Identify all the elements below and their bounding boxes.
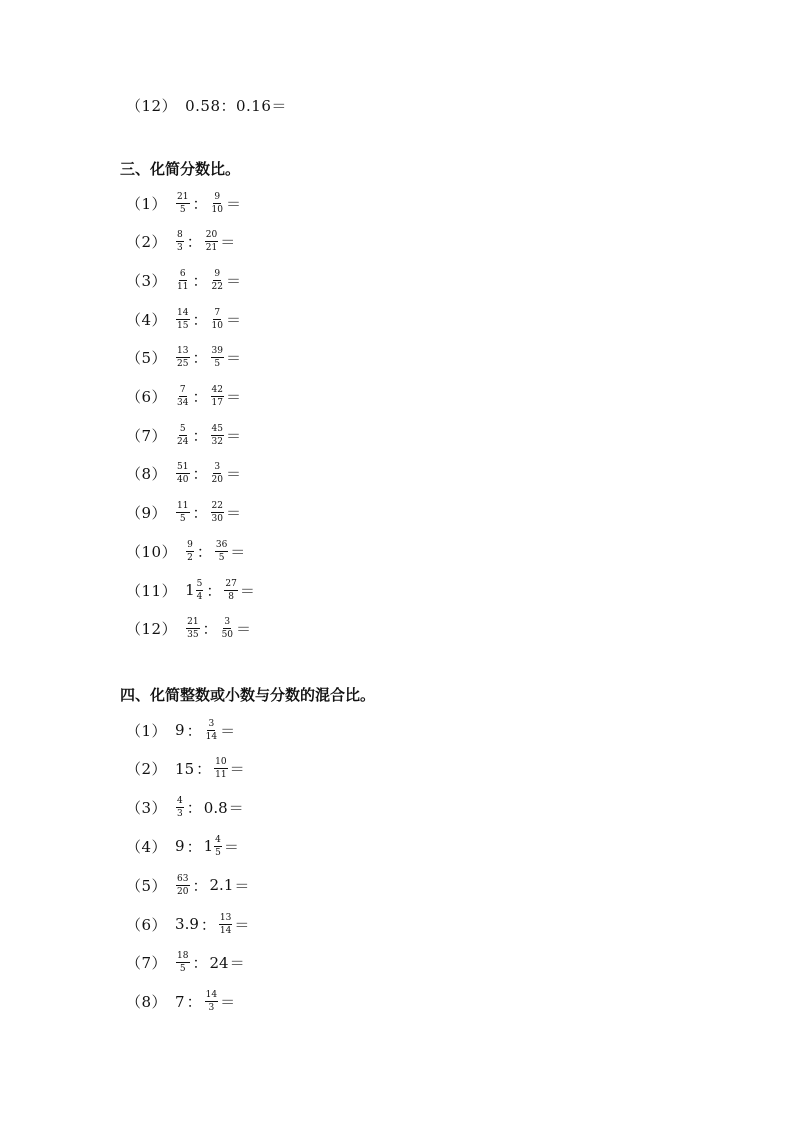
ratio-term <box>175 269 190 292</box>
equals-symbol: ＝ <box>220 721 236 740</box>
ratio-term <box>175 721 185 739</box>
ratio-term <box>175 837 185 855</box>
item-number: （7） <box>126 426 168 445</box>
numerator: 51 <box>177 462 189 473</box>
equals-symbol: ＝ <box>225 271 241 290</box>
fraction <box>211 424 224 447</box>
ratio-number: 3.9 <box>175 915 199 933</box>
colon-symbol: ： <box>192 954 208 973</box>
numerator: 7 <box>179 385 186 395</box>
ratio-term <box>210 269 225 292</box>
numerator: 5 <box>179 423 186 434</box>
denominator: 5 <box>179 204 186 215</box>
fraction <box>176 424 189 447</box>
ratio-number: 15 <box>175 759 195 778</box>
denominator: 40 <box>177 475 189 486</box>
item-number: （6） <box>126 915 168 934</box>
fraction <box>176 308 189 331</box>
equals-symbol: ＝ <box>225 426 241 445</box>
equals-symbol: ＝ <box>234 876 250 895</box>
denominator: 5 <box>214 359 221 370</box>
item-number: （7） <box>126 954 168 973</box>
item-number: （6） <box>126 388 168 406</box>
ratio-number: 24 <box>209 953 229 972</box>
item-number: （2） <box>126 760 168 779</box>
numerator: 45 <box>211 423 223 434</box>
ratio-term <box>210 954 229 972</box>
numerator: 5 <box>196 578 203 589</box>
ratio-term <box>175 993 185 1011</box>
numerator: 21 <box>187 617 199 628</box>
numerator: 22 <box>211 501 223 512</box>
item-number: （4） <box>126 837 168 856</box>
denominator: 15 <box>177 320 189 331</box>
equals-symbol: ＝ <box>230 542 246 561</box>
item-number: （4） <box>126 310 168 329</box>
item-number: （8） <box>126 465 168 484</box>
exercise-item <box>126 578 255 602</box>
equals-symbol: ＝ <box>234 915 250 934</box>
ratio-term <box>175 462 190 485</box>
numerator: 13 <box>219 912 232 923</box>
item-number: （3） <box>126 799 168 818</box>
numerator: 8 <box>177 230 183 241</box>
numerator: 3 <box>224 617 231 628</box>
exercise-item <box>126 912 249 936</box>
numerator: 14 <box>177 307 189 318</box>
exercise-item <box>126 873 249 897</box>
fraction <box>211 192 224 215</box>
fraction <box>176 462 189 485</box>
ratio-term <box>175 501 190 524</box>
colon-symbol: ： <box>186 233 202 252</box>
denominator: 10 <box>211 204 223 215</box>
equals-symbol: ＝ <box>220 993 236 1012</box>
exercise-item <box>126 757 245 781</box>
equals-symbol: ＝ <box>239 581 255 600</box>
fraction <box>205 230 218 253</box>
fraction <box>176 269 189 292</box>
denominator: 2 <box>187 552 193 563</box>
numerator: 9 <box>214 191 221 202</box>
denominator: 3 <box>177 243 183 254</box>
colon-symbol: ： <box>206 581 222 600</box>
equals-symbol: ＝ <box>225 194 241 213</box>
denominator: 5 <box>215 847 221 858</box>
fraction <box>214 835 222 858</box>
exercise-item <box>126 718 235 742</box>
equals-symbol: ＝ <box>228 799 244 818</box>
fraction <box>176 385 189 408</box>
ratio-term <box>204 835 223 858</box>
ratio-term <box>204 990 219 1013</box>
numerator: 63 <box>177 873 189 884</box>
exercise-item <box>126 423 241 447</box>
denominator: 35 <box>187 630 199 641</box>
item-number: （1） <box>126 721 168 740</box>
colon-symbol: ： <box>196 760 212 779</box>
item-number: （12） <box>126 96 178 115</box>
section-4-title: 四、化简整数或小数与分数的混合比。 <box>120 686 376 704</box>
colon-symbol: ： <box>192 194 208 213</box>
ratio-number: 0.8 <box>203 798 228 817</box>
numerator: 9 <box>187 539 193 550</box>
denominator: 11 <box>177 281 189 292</box>
colon-symbol: ： <box>192 388 208 406</box>
mixed-whole: 1 <box>185 581 195 599</box>
ratio-term <box>210 462 225 485</box>
colon-symbol: ： <box>186 721 202 740</box>
denominator: 3 <box>208 1003 215 1014</box>
numerator: 27 <box>225 578 237 589</box>
fraction <box>176 796 184 819</box>
ratio-term <box>204 719 219 742</box>
ratio-term <box>204 799 228 817</box>
ratio-term <box>175 385 190 408</box>
colon-symbol: ： <box>192 465 208 484</box>
denominator: 3 <box>177 809 183 820</box>
ratio-term <box>210 385 225 408</box>
exercise-item <box>126 834 239 858</box>
equals-symbol: ＝ <box>225 504 241 523</box>
numerator: 9 <box>214 268 221 279</box>
colon-symbol: ： <box>186 993 202 1012</box>
equals-symbol: ＝ <box>223 837 239 856</box>
ratio-term <box>214 540 229 563</box>
ratio-term <box>204 230 219 253</box>
fraction <box>224 579 237 602</box>
colon-symbol: ： <box>196 542 212 561</box>
equals-symbol: ＝ <box>236 620 252 639</box>
ratio-term <box>175 874 190 897</box>
numerator: 7 <box>214 307 221 318</box>
exercise-item <box>126 346 241 370</box>
fraction <box>176 230 184 253</box>
fraction <box>214 757 227 780</box>
denominator: 22 <box>211 281 223 292</box>
fraction <box>205 990 218 1013</box>
fraction <box>211 385 224 408</box>
top-item <box>126 93 287 117</box>
ratio-term <box>185 579 204 602</box>
fraction <box>211 462 224 485</box>
ratio-number: 7 <box>175 992 185 1011</box>
colon-symbol: ： <box>186 837 202 856</box>
colon-symbol: ： <box>200 915 216 934</box>
item-number: （8） <box>126 993 168 1012</box>
fraction <box>211 308 224 331</box>
ratio-term <box>175 308 190 331</box>
denominator: 30 <box>211 514 223 525</box>
ratio-term <box>175 796 185 819</box>
numerator: 3 <box>214 462 221 473</box>
ratio-term <box>218 913 233 936</box>
numerator: 13 <box>177 346 189 357</box>
fraction <box>176 951 189 974</box>
colon-symbol: ： <box>192 310 208 329</box>
denominator: 24 <box>177 436 189 447</box>
item-number: （12） <box>126 620 178 639</box>
numerator: 36 <box>215 539 228 550</box>
fraction <box>211 346 224 369</box>
denominator: 20 <box>211 475 223 486</box>
item-number: （3） <box>126 271 168 290</box>
fraction <box>215 540 228 563</box>
ratio-term <box>210 192 225 215</box>
exercise-item <box>126 230 235 254</box>
colon-symbol: ： <box>192 271 208 290</box>
mixed-whole: 1 <box>203 837 214 856</box>
denominator: 5 <box>218 552 225 563</box>
colon-symbol: ： <box>192 426 208 445</box>
ratio-term <box>210 876 234 894</box>
exercise-item <box>126 191 241 215</box>
item-number: （10） <box>126 542 178 561</box>
exercise-item <box>126 462 241 486</box>
numerator: 10 <box>215 757 227 768</box>
ratio-number: 2.1 <box>209 876 234 895</box>
numerator: 4 <box>177 796 183 807</box>
numerator: 42 <box>211 385 223 395</box>
numerator: 11 <box>177 501 189 512</box>
exercise-item <box>126 268 241 292</box>
exercise-item <box>126 385 241 409</box>
equals-symbol: ＝ <box>220 233 236 252</box>
numerator: 14 <box>205 990 218 1001</box>
ratio-term <box>175 760 194 778</box>
item-expression: 0.58：0.16＝ <box>185 96 287 115</box>
item-number: （11） <box>126 581 178 600</box>
fraction <box>219 913 232 936</box>
equals-symbol: ＝ <box>229 954 245 973</box>
exercise-item <box>126 307 241 331</box>
numerator: 21 <box>177 191 189 202</box>
fraction <box>211 501 224 524</box>
ratio-term <box>210 308 225 331</box>
denominator: 4 <box>196 591 203 602</box>
ratio-term <box>185 540 195 563</box>
ratio-term <box>175 951 190 974</box>
denominator: 10 <box>211 320 223 331</box>
colon-symbol: ： <box>192 876 208 895</box>
colon-symbol: ： <box>192 504 208 523</box>
colon-symbol: ： <box>202 620 218 639</box>
ratio-term <box>213 757 228 780</box>
exercise-item <box>126 796 244 820</box>
item-number: （2） <box>126 233 168 252</box>
fraction <box>186 540 194 563</box>
ratio-term <box>185 617 200 640</box>
fraction <box>176 874 189 897</box>
denominator: 14 <box>219 925 232 936</box>
ratio-term <box>175 346 190 369</box>
fraction <box>176 346 189 369</box>
item-number: （5） <box>126 349 168 368</box>
equals-symbol: ＝ <box>229 760 245 779</box>
denominator: 32 <box>211 436 223 447</box>
numerator: 18 <box>177 951 189 962</box>
ratio-term <box>210 501 225 524</box>
exercise-item <box>126 951 245 975</box>
numerator: 39 <box>211 346 223 357</box>
fraction <box>205 719 218 742</box>
item-number: （5） <box>126 876 168 895</box>
ratio-number: 9 <box>175 721 185 739</box>
numerator: 6 <box>179 268 186 279</box>
numerator: 20 <box>205 230 218 241</box>
equals-symbol: ＝ <box>225 465 241 484</box>
equals-symbol: ＝ <box>225 388 241 406</box>
denominator: 17 <box>211 398 223 408</box>
fraction <box>221 617 234 640</box>
ratio-term <box>210 346 225 369</box>
exercise-item <box>126 539 245 563</box>
denominator: 11 <box>215 770 227 781</box>
denominator: 21 <box>205 243 218 254</box>
denominator: 8 <box>228 591 234 602</box>
ratio-term <box>220 617 235 640</box>
exercise-item <box>126 617 251 641</box>
ratio-term <box>210 424 225 447</box>
denominator: 14 <box>205 731 218 742</box>
denominator: 50 <box>221 630 234 641</box>
denominator: 34 <box>177 398 189 408</box>
denominator: 25 <box>177 359 189 370</box>
fraction <box>211 269 224 292</box>
denominator: 5 <box>179 514 186 525</box>
numerator: 3 <box>208 718 215 729</box>
colon-symbol: ： <box>186 799 202 818</box>
fraction <box>196 579 204 602</box>
ratio-term <box>175 424 190 447</box>
denominator: 5 <box>179 964 186 975</box>
item-number: （9） <box>126 504 168 523</box>
fraction <box>176 192 189 215</box>
exercise-item <box>126 501 241 525</box>
ratio-term <box>175 915 199 933</box>
colon-symbol: ： <box>192 349 208 368</box>
denominator: 20 <box>177 886 189 897</box>
equals-symbol: ＝ <box>225 349 241 368</box>
item-number: （1） <box>126 194 168 213</box>
exercise-item <box>126 990 235 1014</box>
ratio-number: 9 <box>175 837 185 856</box>
ratio-term <box>175 230 185 253</box>
fraction <box>176 501 189 524</box>
ratio-term <box>175 192 190 215</box>
fraction <box>186 617 199 640</box>
ratio-term <box>223 579 238 602</box>
section-3-title: 三、化简分数比。 <box>120 160 241 178</box>
numerator: 4 <box>215 834 221 845</box>
equals-symbol: ＝ <box>225 310 241 329</box>
